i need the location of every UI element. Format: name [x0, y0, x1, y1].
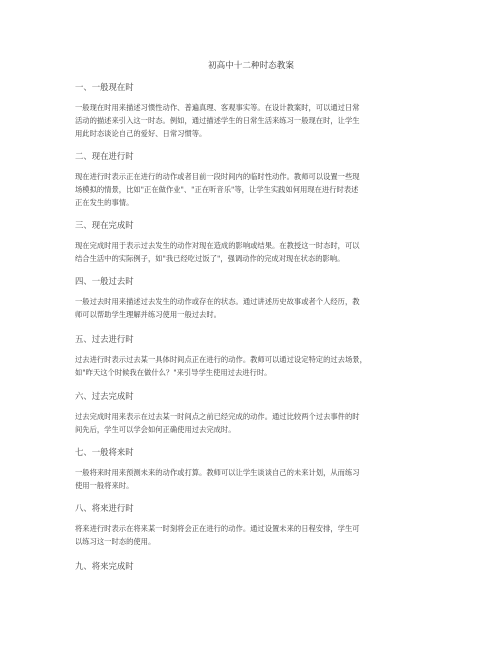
- section-heading: 七、一般将来时: [75, 447, 134, 457]
- body-line: 用此时态谈论自己的爱好、日常习惯等。: [75, 129, 207, 138]
- body-line: 结合生活中的实际例子，如"我已经吃过饭了"，强调动作的完成对现在状态的影响。: [75, 254, 345, 263]
- section-body: [75, 295, 435, 321]
- body-line: 以练习这一时态的使用。: [75, 537, 156, 546]
- section-body: [75, 170, 435, 209]
- body-line: 如"昨天这个时候我在做什么？"来引导学生使用过去进行时。: [75, 368, 272, 377]
- section-heading: 八、将来进行时: [75, 503, 134, 513]
- section-body: [75, 239, 435, 265]
- section-present-perfect: [75, 219, 435, 265]
- section-simple-present: [75, 81, 435, 140]
- section-past-perfect: [75, 390, 435, 436]
- section-future-continuous: [75, 502, 435, 548]
- section-heading: 一、一般现在时: [75, 82, 134, 92]
- body-line: 现在进行时表示正在进行的动作或者目前一段时间内的临时性动作。教师可以设置一些现: [75, 172, 360, 181]
- section-body: [75, 353, 435, 379]
- body-line: 一般将来时用来预测未来的动作或打算。教师可以让学生谈谈自己的未来计划，从而练习: [75, 468, 360, 477]
- section-simple-past: [75, 275, 435, 321]
- body-line: 正在发生的事情。: [75, 198, 134, 207]
- section-heading: 四、一般过去时: [75, 276, 134, 286]
- body-line: 一般过去时用来描述过去发生的动作或存在的状态。通过讲述历史故事或者个人经历，教: [75, 297, 360, 306]
- section-heading: 三、现在完成时: [75, 220, 134, 230]
- body-line: 使用一般将来时。: [75, 481, 134, 490]
- body-line: 过去完成时用来表示在过去某一时间点之前已经完成的动作。通过比较两个过去事件的时: [75, 412, 360, 421]
- body-line: 活动的描述来引入这一时态。例如，通过描述学生的日常生活来练习一般现在时，让学生: [75, 116, 360, 125]
- section-body: [75, 466, 435, 492]
- body-line: 一般现在时用来描述习惯性动作、普遍真理、客观事实等。在设计教案时，可以通过日常: [75, 103, 360, 112]
- body-line: 间先后，学生可以学会如何正确使用过去完成时。: [75, 425, 236, 434]
- section-present-continuous: [75, 150, 435, 209]
- section-heading: 九、将来完成时: [75, 561, 134, 571]
- section-body: [75, 522, 435, 548]
- section-past-continuous: [75, 333, 435, 379]
- section-heading: 二、现在进行时: [75, 151, 134, 161]
- body-line: 将来进行时表示在将来某一时刻将会正在进行的动作。通过设置未来的日程安排，学生可: [75, 524, 360, 533]
- body-line: 场模拟的情景，比如"正在做作业"、"正在听音乐"等，让学生实践如何用现在进行时表述: [75, 185, 359, 194]
- body-line: 现在完成时用于表示过去发生的动作对现在造成的影响或结果。在教授这一时态时，可以: [75, 241, 360, 250]
- section-heading: 六、过去完成时: [75, 391, 134, 401]
- section-future-perfect: [75, 560, 435, 572]
- document-title: 初高中十二种时态教案: [208, 61, 294, 71]
- section-heading: 五、过去进行时: [75, 334, 134, 344]
- body-line: 过去进行时表示过去某一具体时间点正在进行的动作。教师可以通过设定特定的过去场景，: [75, 355, 367, 364]
- section-body: [75, 101, 435, 140]
- body-line: 师可以帮助学生理解并练习使用一般过去时。: [75, 310, 221, 319]
- section-body: [75, 410, 435, 436]
- section-simple-future: [75, 446, 435, 492]
